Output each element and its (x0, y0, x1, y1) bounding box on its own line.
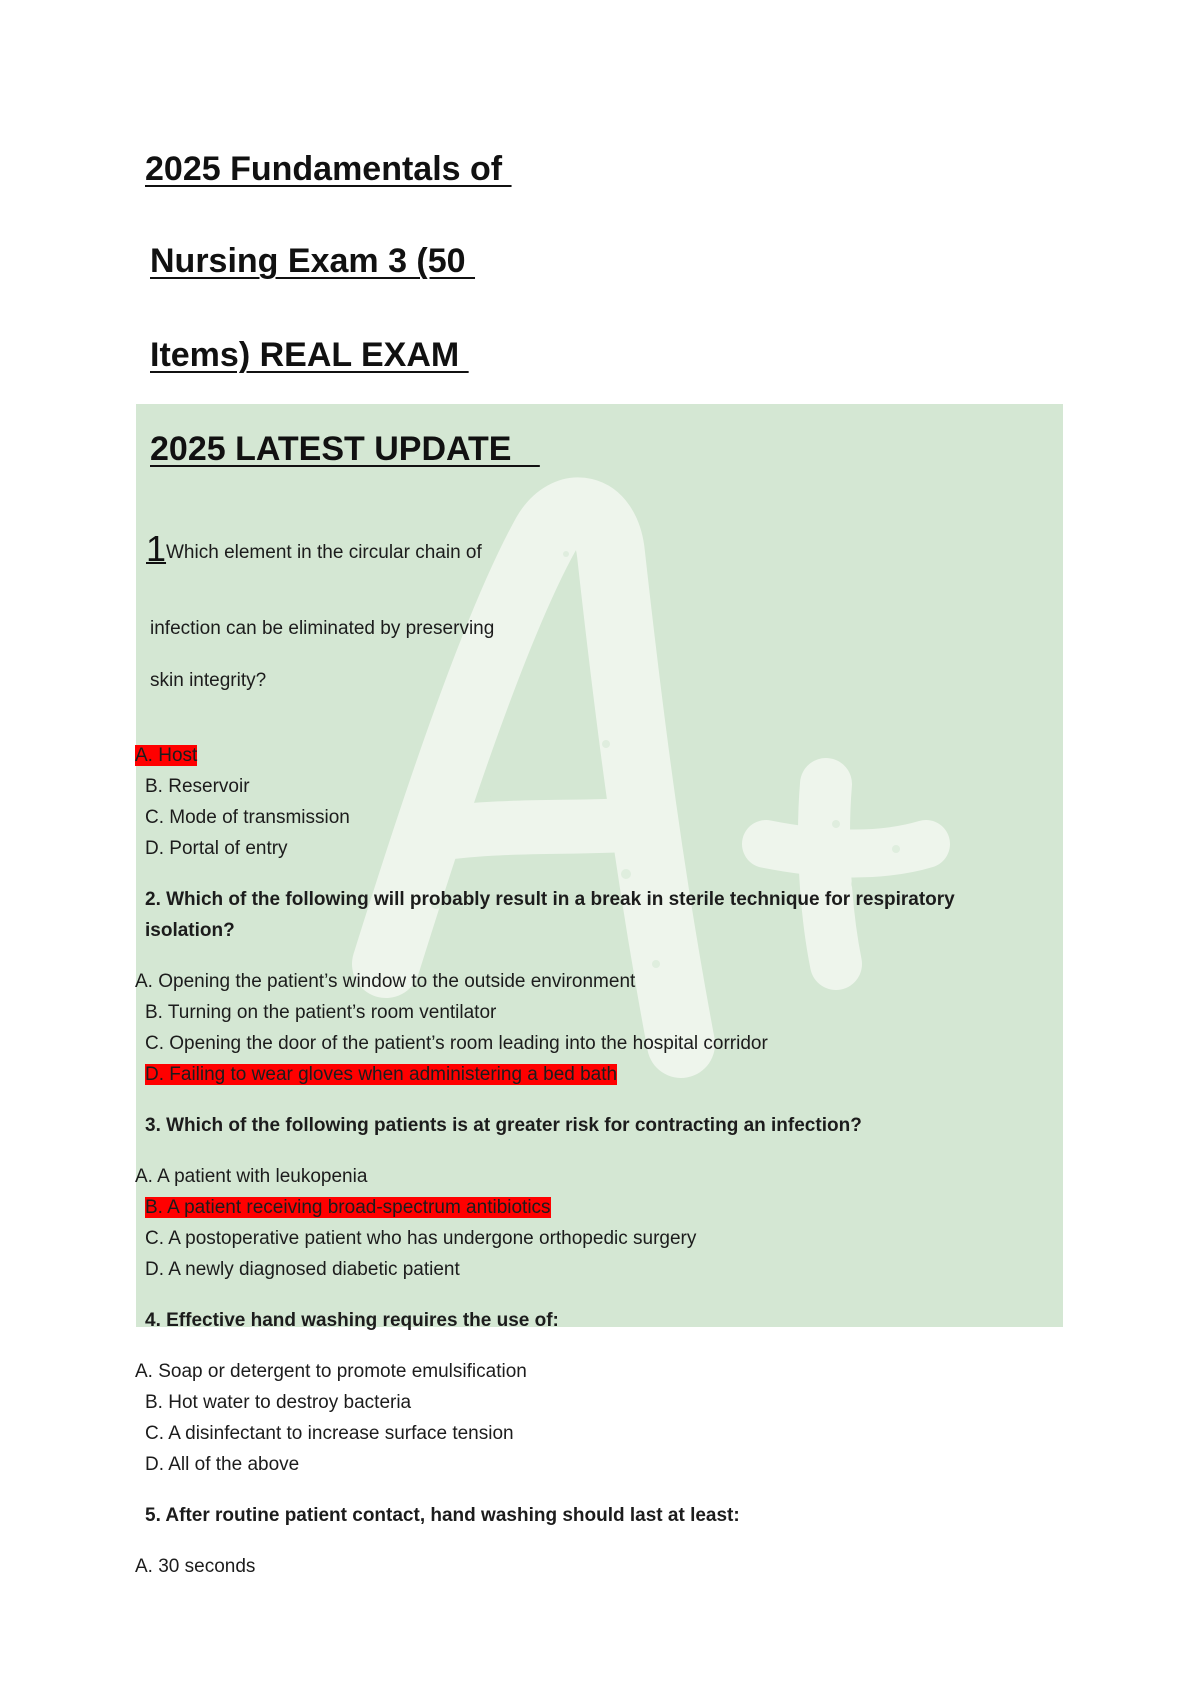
question-5-text-line-1: 5. After routine patient contact, hand washing should last at least: (145, 1505, 740, 1526)
question-3-option-b (145, 1197, 551, 1219)
question-2-option-a: A. Opening the patient’s window to the outside environment (135, 971, 636, 992)
question-5-option-a: A. 30 seconds (135, 1556, 256, 1577)
title-line-4: 2025 LATEST UPDATE (150, 430, 540, 468)
question-2-option-b: B. Turning on the patient’s room ventilator (145, 1002, 497, 1023)
title-line-1: 2025 Fundamentals of (145, 150, 512, 188)
question-1-text-line-1: Which element in the circular chain of (166, 542, 482, 563)
question-2-option-d (145, 1064, 617, 1086)
question-3-option-c: C. A postoperative patient who has undergone orthopedic surgery (145, 1228, 697, 1249)
question-3-option-a: A. A patient with leukopenia (135, 1166, 368, 1187)
correct-answer-highlight: D. Failing to wear gloves when administering a bed bath (145, 1064, 618, 1085)
question-4-option-c: C. A disinfectant to increase surface tension (145, 1423, 514, 1444)
question-1-number: 1 (146, 528, 167, 569)
question-1-option-a (135, 745, 197, 767)
question-4-option-d: D. All of the above (145, 1454, 300, 1475)
question-1-text-line-2: infection can be eliminated by preserving (150, 618, 495, 639)
question-1-option-b: B. Reservoir (145, 776, 250, 797)
question-2-text-line-2: isolation? (145, 920, 235, 941)
question-2-option-c: C. Opening the door of the patient’s room leading into the hospital corridor (145, 1033, 768, 1054)
question-1-text-line-3: skin integrity? (150, 670, 267, 691)
title-line-3: Items) REAL EXAM (150, 336, 469, 374)
question-3-option-d: D. A newly diagnosed diabetic patient (145, 1259, 460, 1280)
question-1-option-c: C. Mode of transmission (145, 807, 350, 828)
question-4-option-b: B. Hot water to destroy bacteria (145, 1392, 412, 1413)
correct-answer-highlight: B. A patient receiving broad-spectrum antibiotics (145, 1197, 551, 1218)
question-4-text-line-1: 4. Effective hand washing requires the use of: (145, 1310, 559, 1331)
question-3-text-line-1: 3. Which of the following patients is at greater risk for contracting an infection? (145, 1115, 862, 1136)
question-2-text-line-1: 2. Which of the following will probably result in a break in sterile technique for respiratory (145, 889, 955, 910)
question-1-option-d: D. Portal of entry (145, 838, 288, 859)
title-line-2: Nursing Exam 3 (50 (150, 242, 476, 280)
question-4-option-a: A. Soap or detergent to promote emulsification (135, 1361, 527, 1382)
correct-answer-highlight: A. Host (135, 745, 198, 766)
